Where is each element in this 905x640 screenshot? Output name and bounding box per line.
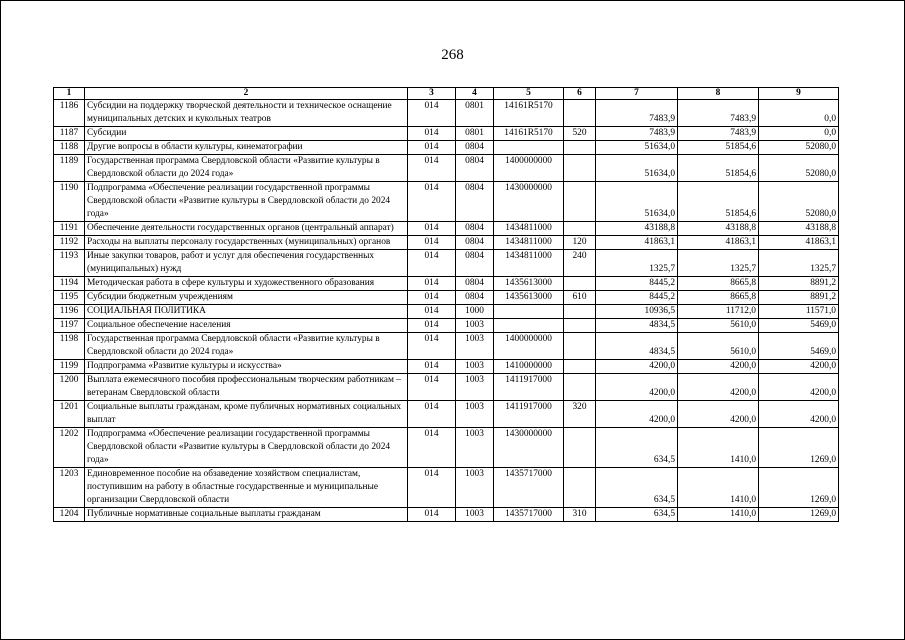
table-row — [54, 277, 839, 291]
amount-col7-cell: 4834,5 — [596, 319, 678, 333]
row-number-cell: 1189 — [54, 155, 85, 182]
table-body — [54, 100, 839, 522]
table-row — [54, 428, 839, 468]
amount-col9-cell: 41863,1 — [759, 236, 839, 250]
row-number-cell: 1201 — [54, 401, 85, 428]
row-name-cell: Выплата ежемесячного пособия профессиональным творческим работникам – ветеранам Свердловской области — [85, 374, 408, 401]
admin-code-cell: 014 — [408, 319, 456, 333]
amount-col9-cell: 52080,0 — [759, 182, 839, 222]
row-name-cell: Другие вопросы в области культуры, кинематографии — [85, 141, 408, 155]
amount-col8-cell: 1410,0 — [678, 428, 759, 468]
target-code-cell: 1400000000 — [494, 333, 564, 360]
amount-col7-cell: 41863,1 — [596, 236, 678, 250]
row-name-cell: Субсидии — [85, 127, 408, 141]
amount-col7-cell: 51634,0 — [596, 141, 678, 155]
amount-col9-cell: 1269,0 — [759, 428, 839, 468]
admin-code-cell: 014 — [408, 236, 456, 250]
table-row — [54, 401, 839, 428]
target-code-cell: 1400000000 — [494, 155, 564, 182]
amount-col8-cell: 51854,6 — [678, 155, 759, 182]
amount-col9-cell: 5469,0 — [759, 319, 839, 333]
row-number-cell: 1195 — [54, 291, 85, 305]
column-header: 6 — [564, 88, 596, 100]
amount-col7-cell: 8445,2 — [596, 291, 678, 305]
column-header: 5 — [494, 88, 564, 100]
table-row — [54, 468, 839, 508]
target-code-cell: 1434811000 — [494, 222, 564, 236]
column-header: 9 — [759, 88, 839, 100]
expense-type-cell — [564, 277, 596, 291]
amount-col8-cell: 4200,0 — [678, 401, 759, 428]
table-row — [54, 141, 839, 155]
section-code-cell: 0804 — [456, 155, 494, 182]
table-row — [54, 319, 839, 333]
section-code-cell: 1003 — [456, 468, 494, 508]
row-number-cell: 1196 — [54, 305, 85, 319]
row-number-cell: 1197 — [54, 319, 85, 333]
target-code-cell: 1430000000 — [494, 182, 564, 222]
amount-col9-cell: 0,0 — [759, 100, 839, 127]
admin-code-cell: 014 — [408, 277, 456, 291]
table-header-row — [54, 88, 839, 100]
target-code-cell: 1435613000 — [494, 277, 564, 291]
amount-col7-cell: 4200,0 — [596, 401, 678, 428]
admin-code-cell: 014 — [408, 468, 456, 508]
row-name-cell: Подпрограмма «Обеспечение реализации государственной программы Свердловской области «Развитие культуры в Свердловской области до 2024 года» — [85, 428, 408, 468]
admin-code-cell: 014 — [408, 374, 456, 401]
table-row — [54, 236, 839, 250]
table-row — [54, 291, 839, 305]
section-code-cell: 0804 — [456, 182, 494, 222]
expense-type-cell — [564, 360, 596, 374]
amount-col9-cell: 1269,0 — [759, 468, 839, 508]
amount-col8-cell: 8665,8 — [678, 291, 759, 305]
target-code-cell: 1435717000 — [494, 508, 564, 522]
table-row — [54, 305, 839, 319]
table-row — [54, 333, 839, 360]
target-code-cell: 1411917000 — [494, 401, 564, 428]
amount-col8-cell: 4200,0 — [678, 374, 759, 401]
amount-col8-cell: 8665,8 — [678, 277, 759, 291]
amount-col7-cell: 634,5 — [596, 508, 678, 522]
row-name-cell: Подпрограмма «Обеспечение реализации государственной программы Свердловской области «Развитие культуры в Свердловской области до 2024 года» — [85, 182, 408, 222]
expense-type-cell — [564, 428, 596, 468]
section-code-cell: 1000 — [456, 305, 494, 319]
amount-col7-cell: 7483,9 — [596, 100, 678, 127]
amount-col7-cell: 4200,0 — [596, 360, 678, 374]
table-row — [54, 155, 839, 182]
admin-code-cell: 014 — [408, 182, 456, 222]
row-name-cell: Субсидии бюджетным учреждениям — [85, 291, 408, 305]
section-code-cell: 0801 — [456, 100, 494, 127]
expense-type-cell: 320 — [564, 401, 596, 428]
expense-type-cell: 520 — [564, 127, 596, 141]
amount-col9-cell: 52080,0 — [759, 141, 839, 155]
section-code-cell: 0804 — [456, 222, 494, 236]
admin-code-cell: 014 — [408, 155, 456, 182]
amount-col8-cell: 1410,0 — [678, 468, 759, 508]
table-row — [54, 222, 839, 236]
amount-col8-cell: 7483,9 — [678, 127, 759, 141]
section-code-cell: 1003 — [456, 319, 494, 333]
row-name-cell: Расходы на выплаты персоналу государственных (муниципальных) органов — [85, 236, 408, 250]
amount-col9-cell: 4200,0 — [759, 360, 839, 374]
column-header: 4 — [456, 88, 494, 100]
expense-type-cell — [564, 222, 596, 236]
row-name-cell: СОЦИАЛЬНАЯ ПОЛИТИКА — [85, 305, 408, 319]
amount-col7-cell: 4834,5 — [596, 333, 678, 360]
expense-type-cell — [564, 333, 596, 360]
amount-col8-cell: 4200,0 — [678, 360, 759, 374]
amount-col8-cell: 51854,6 — [678, 182, 759, 222]
admin-code-cell: 014 — [408, 305, 456, 319]
row-number-cell: 1199 — [54, 360, 85, 374]
amount-col8-cell: 51854,6 — [678, 141, 759, 155]
amount-col7-cell: 51634,0 — [596, 182, 678, 222]
amount-col8-cell: 1325,7 — [678, 250, 759, 277]
expense-type-cell: 240 — [564, 250, 596, 277]
admin-code-cell: 014 — [408, 127, 456, 141]
row-number-cell: 1191 — [54, 222, 85, 236]
row-number-cell: 1204 — [54, 508, 85, 522]
column-header: 3 — [408, 88, 456, 100]
row-number-cell: 1192 — [54, 236, 85, 250]
row-number-cell: 1203 — [54, 468, 85, 508]
budget-table — [53, 87, 839, 522]
expense-type-cell — [564, 319, 596, 333]
column-header: 1 — [54, 88, 85, 100]
section-code-cell: 1003 — [456, 401, 494, 428]
admin-code-cell: 014 — [408, 333, 456, 360]
expense-type-cell — [564, 100, 596, 127]
table-row — [54, 360, 839, 374]
amount-col8-cell: 7483,9 — [678, 100, 759, 127]
table-row — [54, 508, 839, 522]
amount-col8-cell: 5610,0 — [678, 319, 759, 333]
amount-col9-cell: 4200,0 — [759, 374, 839, 401]
row-number-cell: 1198 — [54, 333, 85, 360]
admin-code-cell: 014 — [408, 100, 456, 127]
row-name-cell: Иные закупки товаров, работ и услуг для обеспечения государственных (муниципальных) нужд — [85, 250, 408, 277]
row-name-cell: Государственная программа Свердловской области «Развитие культуры в Свердловской области до 2024 года» — [85, 333, 408, 360]
amount-col9-cell: 1325,7 — [759, 250, 839, 277]
amount-col7-cell: 1325,7 — [596, 250, 678, 277]
amount-col8-cell: 41863,1 — [678, 236, 759, 250]
amount-col7-cell: 4200,0 — [596, 374, 678, 401]
row-name-cell: Социальные выплаты гражданам, кроме публичных нормативных социальных выплат — [85, 401, 408, 428]
row-number-cell: 1186 — [54, 100, 85, 127]
section-code-cell: 1003 — [456, 333, 494, 360]
target-code-cell: 1411917000 — [494, 374, 564, 401]
target-code-cell — [494, 319, 564, 333]
section-code-cell: 1003 — [456, 374, 494, 401]
section-code-cell: 0804 — [456, 291, 494, 305]
table-row — [54, 100, 839, 127]
section-code-cell: 0804 — [456, 236, 494, 250]
column-header: 8 — [678, 88, 759, 100]
target-code-cell: 14161R5170 — [494, 100, 564, 127]
target-code-cell — [494, 305, 564, 319]
admin-code-cell: 014 — [408, 401, 456, 428]
row-number-cell: 1187 — [54, 127, 85, 141]
amount-col7-cell: 634,5 — [596, 428, 678, 468]
admin-code-cell: 014 — [408, 141, 456, 155]
table-row — [54, 182, 839, 222]
amount-col7-cell: 10936,5 — [596, 305, 678, 319]
amount-col9-cell: 8891,2 — [759, 277, 839, 291]
row-number-cell: 1194 — [54, 277, 85, 291]
target-code-cell: 1434811000 — [494, 250, 564, 277]
target-code-cell: 1434811000 — [494, 236, 564, 250]
column-header: 7 — [596, 88, 678, 100]
amount-col9-cell: 5469,0 — [759, 333, 839, 360]
section-code-cell: 0804 — [456, 250, 494, 277]
target-code-cell: 14161R5170 — [494, 127, 564, 141]
expense-type-cell — [564, 155, 596, 182]
section-code-cell: 0804 — [456, 141, 494, 155]
target-code-cell — [494, 141, 564, 155]
column-header: 2 — [85, 88, 408, 100]
expense-type-cell — [564, 374, 596, 401]
amount-col9-cell: 43188,8 — [759, 222, 839, 236]
amount-col7-cell: 8445,2 — [596, 277, 678, 291]
row-name-cell: Обеспечение деятельности государственных органов (центральный аппарат) — [85, 222, 408, 236]
row-name-cell: Методическая работа в сфере культуры и художественного образования — [85, 277, 408, 291]
amount-col8-cell: 1410,0 — [678, 508, 759, 522]
table-row — [54, 374, 839, 401]
admin-code-cell: 014 — [408, 291, 456, 305]
expense-type-cell — [564, 305, 596, 319]
section-code-cell: 1003 — [456, 360, 494, 374]
amount-col7-cell: 634,5 — [596, 468, 678, 508]
amount-col9-cell: 1269,0 — [759, 508, 839, 522]
expense-type-cell — [564, 182, 596, 222]
section-code-cell: 1003 — [456, 428, 494, 468]
target-code-cell: 1435717000 — [494, 468, 564, 508]
target-code-cell: 1430000000 — [494, 428, 564, 468]
admin-code-cell: 014 — [408, 222, 456, 236]
expense-type-cell — [564, 468, 596, 508]
amount-col8-cell: 5610,0 — [678, 333, 759, 360]
row-number-cell: 1190 — [54, 182, 85, 222]
section-code-cell: 0804 — [456, 277, 494, 291]
row-name-cell: Публичные нормативные социальные выплаты гражданам — [85, 508, 408, 522]
row-number-cell: 1193 — [54, 250, 85, 277]
section-code-cell: 0801 — [456, 127, 494, 141]
expense-type-cell: 310 — [564, 508, 596, 522]
admin-code-cell: 014 — [408, 508, 456, 522]
row-number-cell: 1188 — [54, 141, 85, 155]
target-code-cell: 1410000000 — [494, 360, 564, 374]
row-name-cell: Социальное обеспечение населения — [85, 319, 408, 333]
row-name-cell: Субсидии на поддержку творческой деятельности и техническое оснащение муниципальных детских и кукольных театров — [85, 100, 408, 127]
amount-col9-cell: 0,0 — [759, 127, 839, 141]
amount-col9-cell: 8891,2 — [759, 291, 839, 305]
amount-col8-cell: 43188,8 — [678, 222, 759, 236]
row-number-cell: 1202 — [54, 428, 85, 468]
row-name-cell: Единовременное пособие на обзаведение хозяйством специалистам, поступившим на работу в областные государственные и муниципальные организации Свердловской области — [85, 468, 408, 508]
table-row — [54, 250, 839, 277]
admin-code-cell: 014 — [408, 428, 456, 468]
admin-code-cell: 014 — [408, 360, 456, 374]
page-number: 268 — [441, 47, 464, 63]
amount-col9-cell: 11571,0 — [759, 305, 839, 319]
amount-col7-cell: 7483,9 — [596, 127, 678, 141]
expense-type-cell: 610 — [564, 291, 596, 305]
target-code-cell: 1435613000 — [494, 291, 564, 305]
amount-col9-cell: 4200,0 — [759, 401, 839, 428]
expense-type-cell — [564, 141, 596, 155]
amount-col8-cell: 11712,0 — [678, 305, 759, 319]
row-name-cell: Подпрограмма «Развитие культуры и искусства» — [85, 360, 408, 374]
amount-col7-cell: 43188,8 — [596, 222, 678, 236]
amount-col9-cell: 52080,0 — [759, 155, 839, 182]
section-code-cell: 1003 — [456, 508, 494, 522]
table-row — [54, 127, 839, 141]
amount-col7-cell: 51634,0 — [596, 155, 678, 182]
row-name-cell: Государственная программа Свердловской области «Развитие культуры в Свердловской области до 2024 года» — [85, 155, 408, 182]
expense-type-cell: 120 — [564, 236, 596, 250]
admin-code-cell: 014 — [408, 250, 456, 277]
row-number-cell: 1200 — [54, 374, 85, 401]
